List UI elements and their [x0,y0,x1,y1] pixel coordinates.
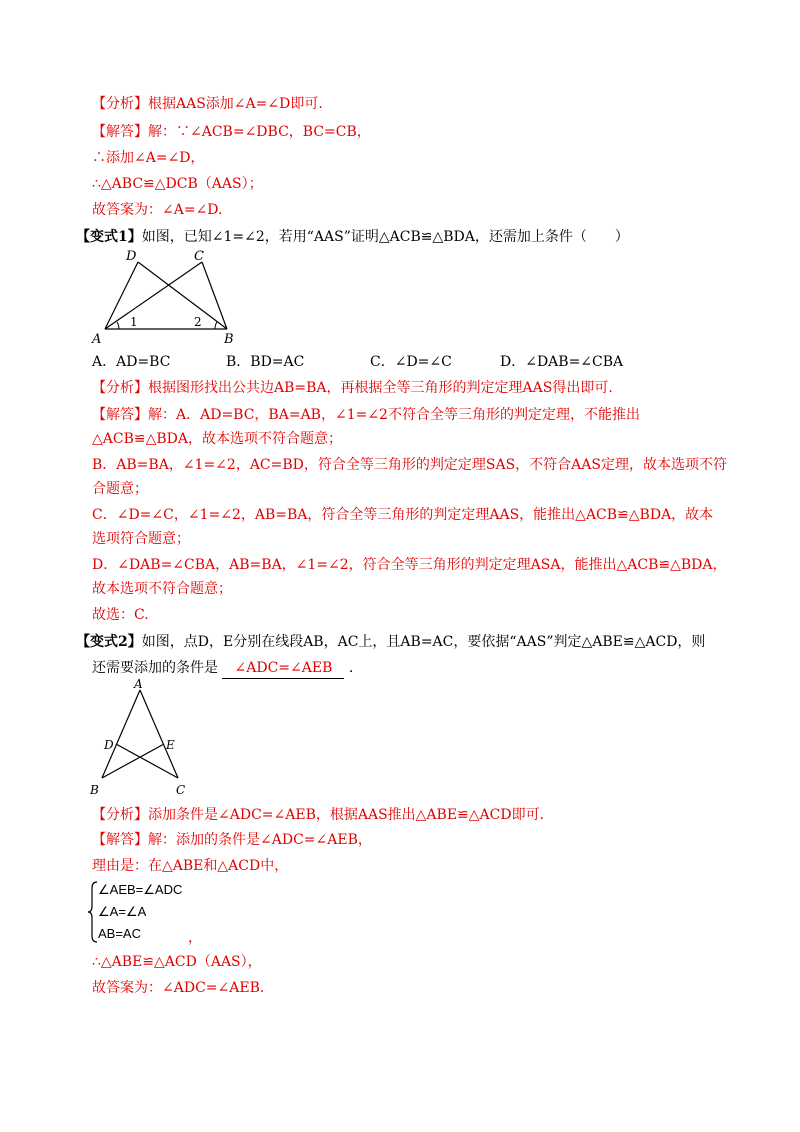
solution-line: C．∠D=∠C，∠1=∠2，AB=BA，符合全等三角形的判定定理AAS，能推出△ACB≌△BDA，故本 [92,507,714,523]
analysis-line: 【分析】根据图形找出公共边AB=BA，再根据全等三角形的判定定理AAS得出即可. [92,380,613,396]
solution-line: △ACB≌△BDA，故本选项不符合题意； [92,431,342,447]
answer-line: 故选：C. [92,607,149,623]
label-a: A [92,332,102,347]
answer-line: 故答案为：∠A=∠D. [92,202,223,218]
solution-line: B．AB=BA，∠1=∠2，AC=BD，符合全等三角形的判定定理SAS，不符合AAS定理，故本选项不符 [92,457,727,473]
option-a: A．AD=BC [92,354,171,370]
label-angle-1: 1 [130,315,138,329]
variant1-figure [90,244,250,348]
label-d: D [126,249,137,264]
solution-line: ∴添加∠A=∠D， [92,150,205,166]
solution-line: 选项符合题意； [92,531,190,547]
answer-blank: ∠ADC=∠AEB [222,658,344,679]
label-angle-2: 2 [194,315,202,329]
solution-line: 【解答】解：∵∠ACB=∠DBC，BC=CB， [92,124,371,140]
option-b: B．BD=AC [226,354,305,370]
label-e: E [166,738,175,752]
solution-line: 合题意； [92,481,148,497]
variant1-question-text: 如图，已知∠1=∠2，若用“AAS”证明△ACB≌△BDA，还需加上条件（ ） [141,229,629,245]
analysis-line: 【分析】根据AAS添加∠A=∠D即可. [92,96,323,112]
system-brace [88,880,98,944]
solution-line: 理由是：在△ABE和△ACD中， [92,858,289,874]
label-b: B [90,783,99,797]
question-prefix: 还需要添加的条件是 [92,660,218,676]
system-comma: ， [188,930,202,946]
label-d: D [104,738,114,752]
label-c: C [194,249,204,264]
solution-line: 故本选项不符合题意； [92,581,232,597]
variant1-tag: 【变式1】 [76,229,142,245]
solution-line: ∴△ABE≌△ACD（AAS）， [92,954,262,970]
solution-line: 【解答】解：添加的条件是∠ADC=∠AEB， [92,832,372,848]
variant2-tag: 【变式2】 [76,634,142,650]
variant2-question-text: 如图，点D，E分别在线段AB，AC上，且AB=AC，要依据“AAS”判定△ABE≌△ACD，则 [141,634,706,650]
label-a: A [134,677,143,691]
label-c: C [176,783,186,797]
label-b: B [224,332,234,347]
answer-line: 故答案为：∠ADC=∠AEB. [92,980,265,996]
system-row-1: ∠AEB=∠ADC [98,882,183,897]
option-c: C．∠D=∠C [370,354,452,370]
solution-line: 【解答】解：A．AD=BC，BA=AB，∠1=∠2不符合全等三角形的判定定理，不能推出 [92,407,640,423]
variant2-question [76,632,705,652]
option-d: D．∠DAB=∠CBA [500,354,624,370]
solution-line: D．∠DAB=∠CBA，AB=BA，∠1=∠2，符合全等三角形的判定定理ASA，能推出△ACB≌△BDA， [92,557,727,573]
analysis-line: 【分析】添加条件是∠ADC=∠AEB，根据AAS推出△ABE≌△ACD即可. [92,807,545,823]
variant2-figure [86,676,196,802]
system-row-2: ∠A=∠A [98,904,147,919]
solution-line: ∴△ABC≌△DCB（AAS）； [92,176,263,192]
question-suffix: . [348,660,354,676]
system-row-3: AB=AC [98,926,141,941]
